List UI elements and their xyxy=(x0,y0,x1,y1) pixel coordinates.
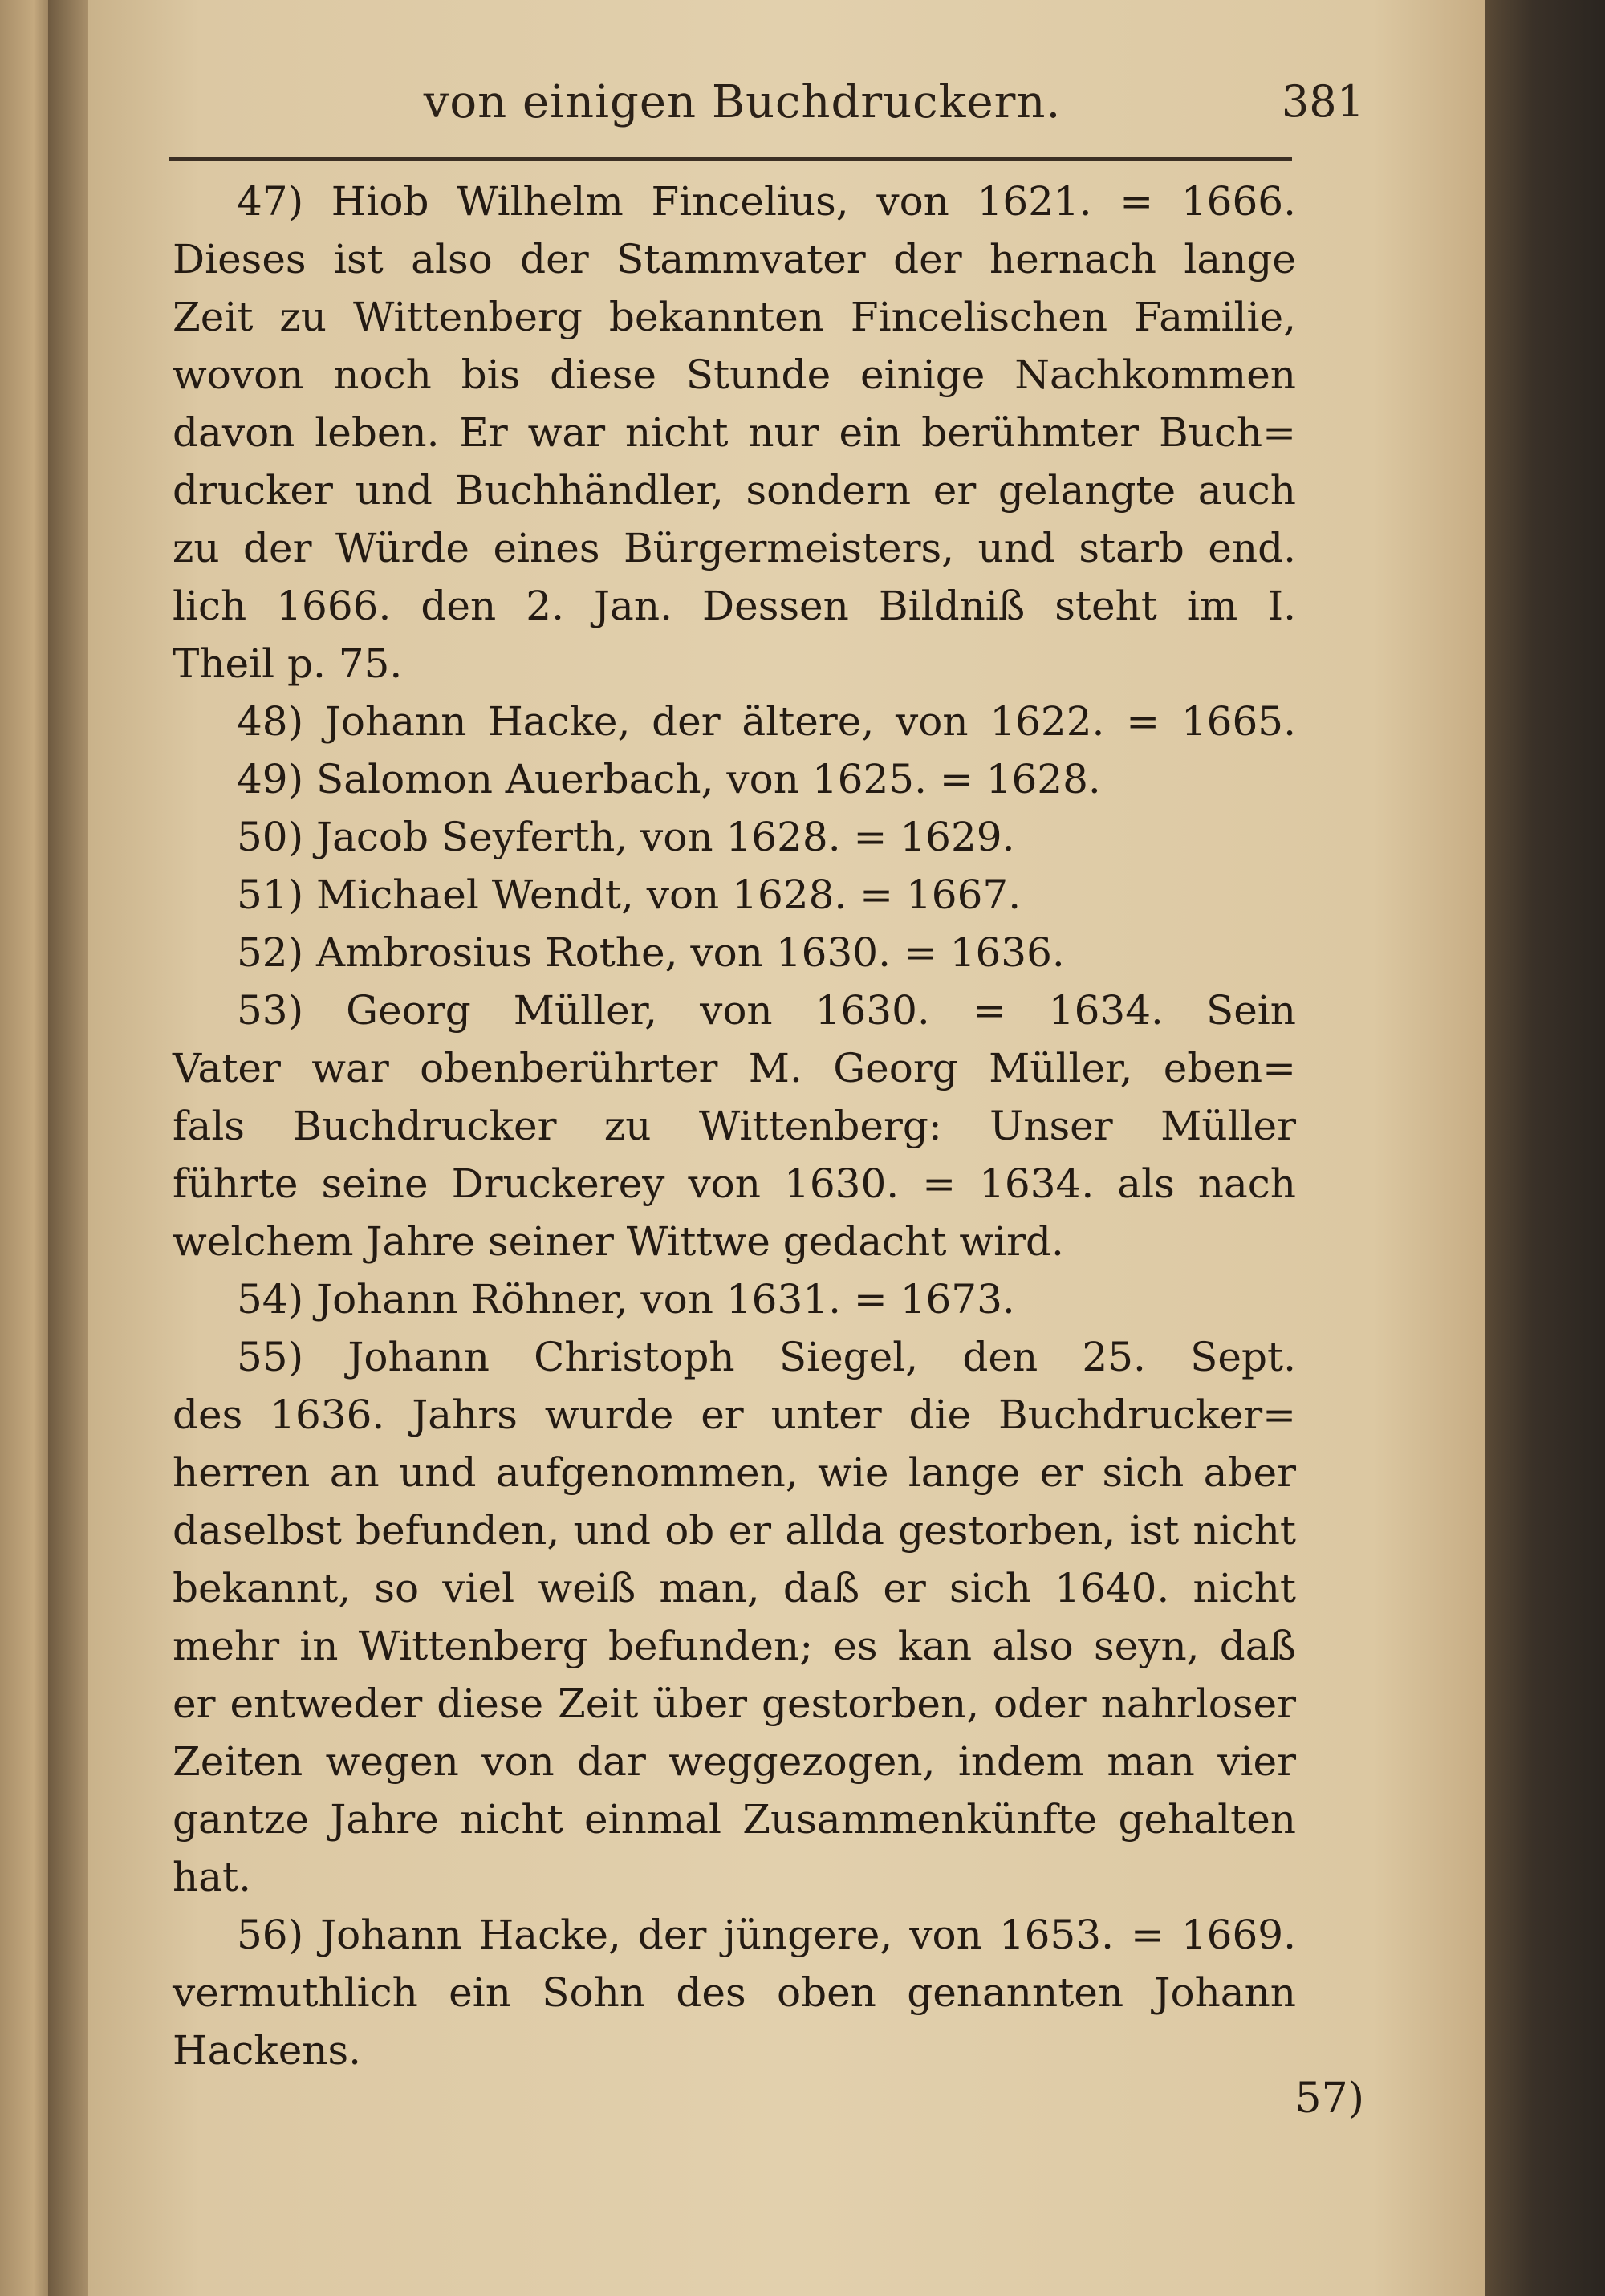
header-rule xyxy=(169,157,1292,161)
text-line: 47) Hiob Wilhelm Fincelius, von 1621. = 1666. xyxy=(237,178,1296,225)
text-line: 51) Michael Wendt, von 1628. = 1667. xyxy=(237,872,1022,918)
page-edge-shadow xyxy=(1485,0,1605,2296)
text-line: bekannt, so viel weiß man, daß er sich 1640. nicht xyxy=(173,1565,1296,1611)
text-line: vermuthlich ein Sohn des oben genannten Johann xyxy=(173,1969,1296,2016)
text-line: Vater war obenberührter M. Georg Müller, eben= xyxy=(173,1045,1296,1091)
text-line: mehr in Wittenberg befunden; es kan also seyn, daß xyxy=(173,1623,1296,1669)
page-header xyxy=(169,76,1364,148)
text-line: daselbst befunden, und ob er allda gestorben, ist nicht xyxy=(173,1507,1296,1554)
text-line: 52) Ambrosius Rothe, von 1630. = 1636. xyxy=(237,929,1065,976)
text-line: fals Buchdrucker zu Wittenberg: Unser Müller xyxy=(173,1103,1296,1149)
body-text xyxy=(173,173,1296,2079)
text-line: davon leben. Er war nicht nur ein berühmter Buch= xyxy=(173,409,1296,456)
text-line: herren an und aufgenommen, wie lange er sich aber xyxy=(173,1449,1296,1496)
text-line: welchem Jahre seiner Wittwe gedacht wird. xyxy=(173,1218,1064,1265)
text-line: er entweder diese Zeit über gestorben, oder nahrloser xyxy=(173,1680,1296,1727)
text-line: lich 1666. den 2. Jan. Dessen Bildniß steht im I. xyxy=(173,583,1296,629)
text-line: gantze Jahre nicht einmal Zusammenkünfte gehalten xyxy=(173,1796,1296,1843)
text-line: Theil p. 75. xyxy=(173,640,403,687)
text-line: hat. xyxy=(173,1854,251,1900)
text-line: Hackens. xyxy=(173,2027,362,2074)
text-line: drucker und Buchhändler, sondern er gelangte auch xyxy=(173,467,1296,514)
text-line: 49) Salomon Auerbach, von 1625. = 1628. xyxy=(237,756,1101,803)
text-line: zu der Würde eines Bürgermeisters, und starb end. xyxy=(173,525,1296,571)
text-line: des 1636. Jahrs wurde er unter die Buchdrucker= xyxy=(173,1392,1296,1438)
text-line: wovon noch bis diese Stunde einige Nachkommen xyxy=(173,352,1296,398)
catchword: 57) xyxy=(1294,2075,1364,2123)
text-line: Zeiten wegen von dar weggezogen, indem man vier xyxy=(173,1738,1296,1785)
text-line: Zeit zu Wittenberg bekannten Fincelischen Familie, xyxy=(173,294,1296,340)
running-head: von einigen Buchdruckern. xyxy=(423,76,1062,128)
page-number: 381 xyxy=(1281,76,1364,127)
text-line: 53) Georg Müller, von 1630. = 1634. Sein xyxy=(237,987,1296,1034)
text-line: führte seine Druckerey von 1630. = 1634. als nach xyxy=(173,1160,1296,1207)
text-line: 50) Jacob Seyferth, von 1628. = 1629. xyxy=(237,814,1015,860)
text-line: 48) Johann Hacke, der ältere, von 1622. = 1665. xyxy=(237,698,1296,745)
text-line: Dieses ist also der Stammvater der hernach lange xyxy=(173,236,1296,282)
text-line: 56) Johann Hacke, der jüngere, von 1653. = 1669. xyxy=(237,1912,1296,1958)
text-line: 55) Johann Christoph Siegel, den 25. Sept. xyxy=(237,1334,1296,1380)
text-line: 54) Johann Röhner, von 1631. = 1673. xyxy=(237,1276,1015,1323)
